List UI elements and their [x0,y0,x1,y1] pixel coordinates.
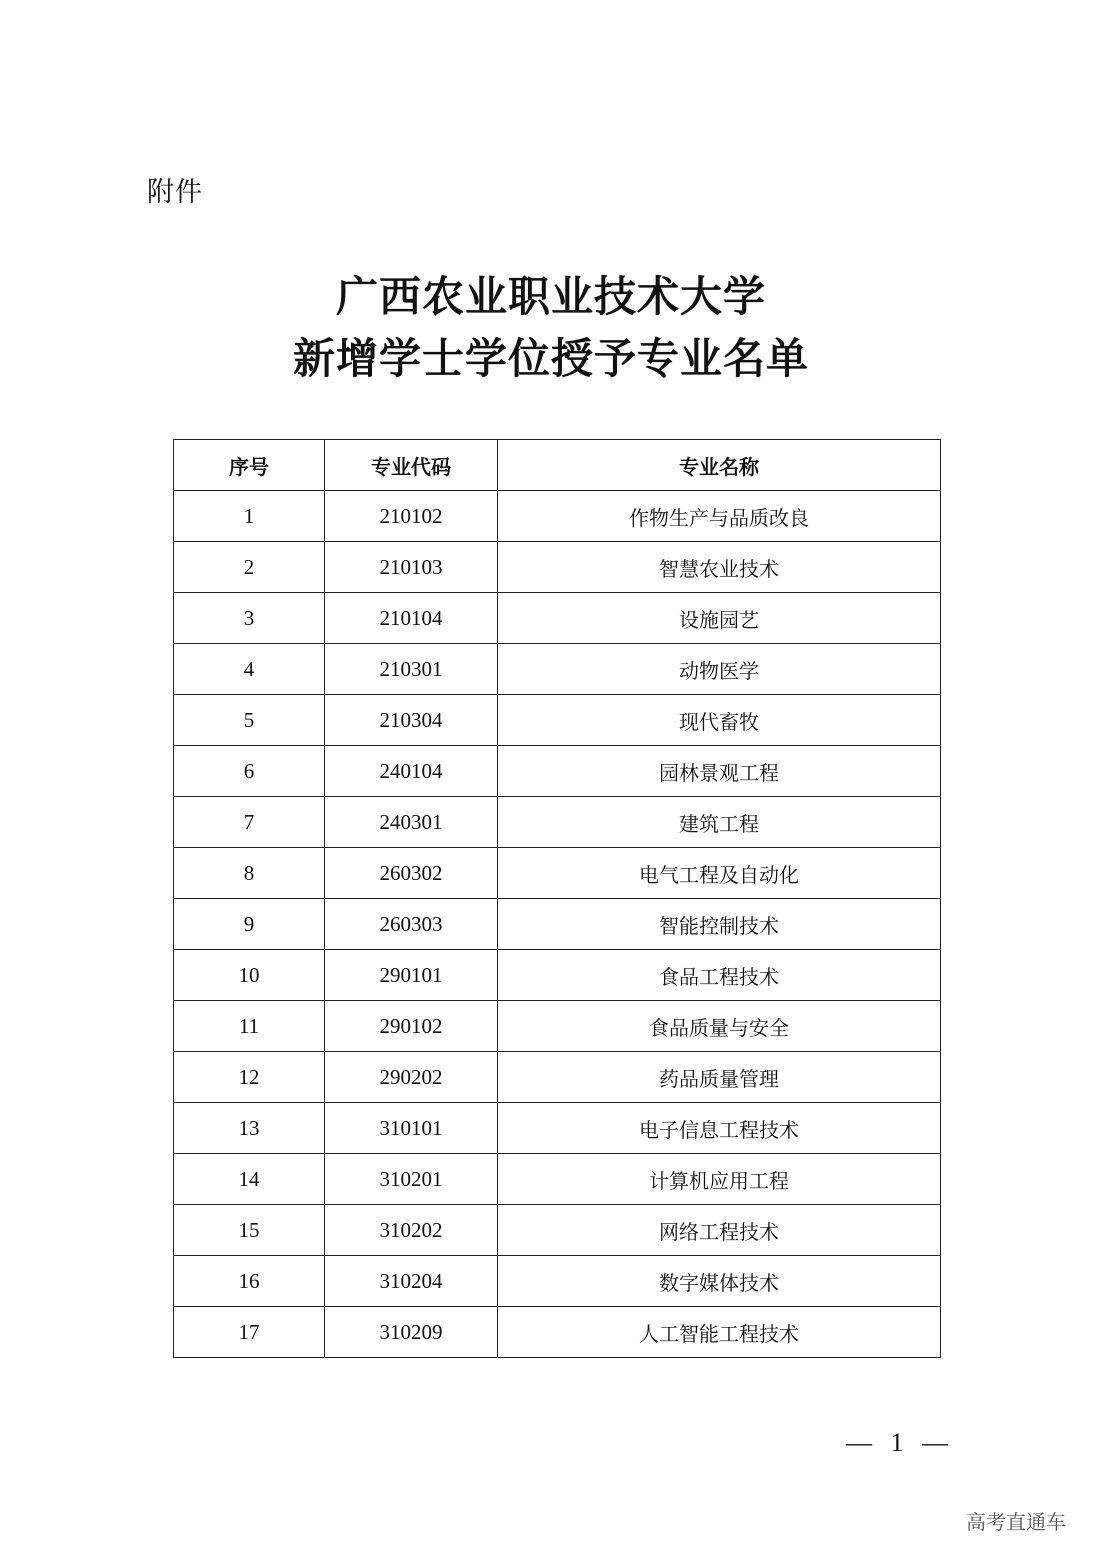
cell-index: 1 [174,491,325,542]
table-row [174,593,941,644]
cell-major-name: 药品质量管理 [498,1052,941,1103]
cell-major-code: 290101 [325,950,498,1001]
watermark: 高考直通车 [966,1510,1066,1534]
cell-major-code: 210304 [325,695,498,746]
cell-major-code: 290202 [325,1052,498,1103]
cell-index: 16 [174,1256,325,1307]
cell-major-code: 310202 [325,1205,498,1256]
cell-major-code: 290102 [325,1001,498,1052]
table-row [174,1001,941,1052]
cell-major-code: 240104 [325,746,498,797]
cell-index: 4 [174,644,325,695]
table-row [174,746,941,797]
table-row [174,1307,941,1358]
cell-major-name: 智能控制技术 [498,899,941,950]
page-number: — 1 — [846,1428,954,1457]
cell-major-code: 240301 [325,797,498,848]
cell-major-name: 智慧农业技术 [498,542,941,593]
table-header-row [174,440,941,491]
table-row [174,1205,941,1256]
cell-major-code: 210301 [325,644,498,695]
cell-major-code: 310204 [325,1256,498,1307]
cell-index: 10 [174,950,325,1001]
document-title-line1: 广西农业职业技术大学 [335,272,766,321]
cell-major-name: 建筑工程 [498,797,941,848]
cell-index: 6 [174,746,325,797]
header-major-code: 专业代码 [325,440,498,491]
cell-index: 14 [174,1154,325,1205]
cell-index: 17 [174,1307,325,1358]
cell-major-name: 动物医学 [498,644,941,695]
cell-index: 13 [174,1103,325,1154]
table-row [174,491,941,542]
cell-major-code: 210103 [325,542,498,593]
cell-index: 9 [174,899,325,950]
cell-index: 2 [174,542,325,593]
majors-table [173,439,941,1358]
table-row [174,1103,941,1154]
cell-major-name: 现代畜牧 [498,695,941,746]
cell-major-code: 310209 [325,1307,498,1358]
cell-index: 3 [174,593,325,644]
cell-major-code: 260302 [325,848,498,899]
cell-major-name: 网络工程技术 [498,1205,941,1256]
cell-index: 11 [174,1001,325,1052]
table-row [174,644,941,695]
cell-major-name: 食品工程技术 [498,950,941,1001]
cell-major-name: 作物生产与品质改良 [498,491,941,542]
table-row [174,1052,941,1103]
cell-major-name: 电子信息工程技术 [498,1103,941,1154]
attachment-label: 附件 [147,177,203,208]
cell-major-name: 数字媒体技术 [498,1256,941,1307]
table-row [174,848,941,899]
cell-major-name: 电气工程及自动化 [498,848,941,899]
table-row [174,695,941,746]
cell-major-code: 210104 [325,593,498,644]
cell-index: 5 [174,695,325,746]
table-row [174,1256,941,1307]
cell-major-name: 计算机应用工程 [498,1154,941,1205]
cell-index: 15 [174,1205,325,1256]
cell-major-code: 310201 [325,1154,498,1205]
table-row [174,899,941,950]
table-row [174,950,941,1001]
cell-major-name: 园林景观工程 [498,746,941,797]
table-row [174,797,941,848]
cell-index: 8 [174,848,325,899]
cell-major-code: 260303 [325,899,498,950]
document-title-line2: 新增学士学位授予专业名单 [292,334,809,383]
table-row [174,542,941,593]
cell-index: 7 [174,797,325,848]
cell-index: 12 [174,1052,325,1103]
table-row [174,1154,941,1205]
cell-major-name: 设施园艺 [498,593,941,644]
cell-major-name: 人工智能工程技术 [498,1307,941,1358]
header-major-name: 专业名称 [498,440,941,491]
cell-major-code: 210102 [325,491,498,542]
header-index: 序号 [174,440,325,491]
cell-major-name: 食品质量与安全 [498,1001,941,1052]
cell-major-code: 310101 [325,1103,498,1154]
